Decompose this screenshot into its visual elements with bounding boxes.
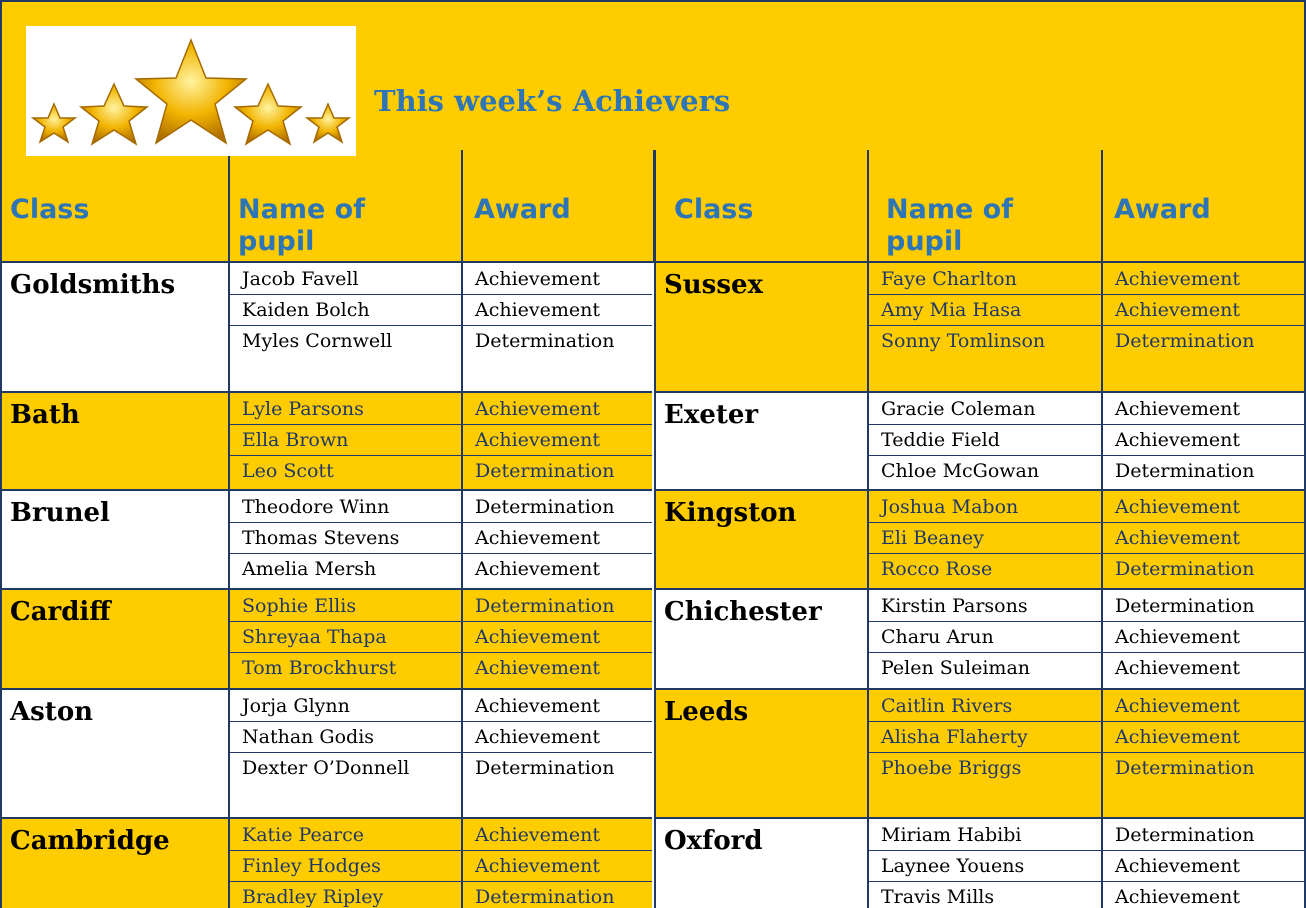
row-separator (868, 325, 1306, 326)
row-separator (868, 881, 1306, 882)
row-separator (868, 455, 1306, 456)
award-value: Achievement (1115, 695, 1241, 717)
pupil-name: Travis Mills (881, 886, 995, 908)
award-value: Determination (1115, 595, 1255, 617)
row-separator (868, 424, 1306, 425)
award-value: Achievement (475, 268, 601, 290)
award-value: Determination (1115, 558, 1255, 580)
pupil-name: Caitlin Rivers (881, 695, 1013, 717)
pupil-name: Bradley Ripley (242, 886, 384, 908)
pupil-name: Myles Cornwell (242, 330, 393, 352)
award-value: Achievement (475, 855, 601, 877)
row-separator (229, 325, 652, 326)
header-divider (653, 150, 655, 262)
column-divider (228, 150, 230, 908)
award-value: Determination (475, 757, 615, 779)
award-value: Achievement (475, 398, 601, 420)
pupil-name: Rocco Rose (881, 558, 993, 580)
left-award-header: Award (474, 194, 571, 225)
header-bottom-border (2, 261, 1306, 263)
award-value: Achievement (475, 824, 601, 846)
row-separator (868, 522, 1306, 523)
award-value: Determination (1115, 460, 1255, 482)
class-name: Leeds (664, 697, 749, 727)
right-award-header: Award (1114, 194, 1211, 225)
class-name: Kingston (664, 498, 797, 528)
pupil-name: Jacob Favell (242, 268, 359, 290)
pupil-name: Gracie Coleman (881, 398, 1036, 420)
row-separator (229, 752, 652, 753)
column-divider (654, 150, 656, 908)
pupil-name: Ella Brown (242, 429, 349, 451)
award-value: Achievement (1115, 398, 1241, 420)
row-separator (229, 652, 652, 653)
left-name-header: Name of pupil (238, 194, 365, 257)
row-separator (229, 881, 652, 882)
pupil-name: Amy Mia Hasa (881, 299, 1022, 321)
pupil-name: Shreyaa Thapa (242, 626, 387, 648)
class-name: Sussex (664, 270, 763, 300)
class-name: Exeter (664, 400, 759, 430)
group-border (656, 817, 1306, 819)
row-separator (868, 621, 1306, 622)
row-separator (229, 553, 652, 554)
pupil-name: Sonny Tomlinson (881, 330, 1046, 352)
row-separator (229, 294, 652, 295)
award-value: Achievement (1115, 268, 1241, 290)
pupil-name: Teddie Field (881, 429, 1000, 451)
class-name: Aston (10, 697, 94, 727)
right-name-header: Name of pupil (886, 194, 1013, 257)
page-title: This week’s Achievers (374, 84, 731, 118)
award-value: Achievement (475, 726, 601, 748)
group-border (2, 391, 652, 393)
pupil-name: Laynee Youens (881, 855, 1025, 877)
award-value: Achievement (475, 299, 601, 321)
award-value: Achievement (1115, 429, 1241, 451)
column-divider (461, 150, 463, 908)
pupil-name: Tom Brockhurst (242, 657, 397, 679)
pupil-name: Finley Hodges (242, 855, 381, 877)
header-divider (228, 150, 230, 262)
pupil-name: Kaiden Bolch (242, 299, 370, 321)
award-value: Achievement (475, 558, 601, 580)
award-value: Determination (1115, 330, 1255, 352)
row-separator (868, 652, 1306, 653)
group-border (2, 489, 652, 491)
pupil-name: Faye Charlton (881, 268, 1017, 290)
class-name: Chichester (664, 597, 822, 627)
row-separator (229, 455, 652, 456)
pupil-name: Theodore Winn (242, 496, 390, 518)
row-separator (229, 424, 652, 425)
award-value: Achievement (475, 429, 601, 451)
row-separator (229, 721, 652, 722)
award-value: Determination (1115, 757, 1255, 779)
pupil-name: Jorja Glynn (242, 695, 350, 717)
award-value: Achievement (1115, 855, 1241, 877)
group-border (2, 817, 652, 819)
award-value: Achievement (1115, 496, 1241, 518)
award-value: Achievement (1115, 726, 1241, 748)
pupil-name: Katie Pearce (242, 824, 364, 846)
award-value: Achievement (475, 657, 601, 679)
pupil-name: Joshua Mabon (881, 496, 1019, 518)
award-value: Achievement (1115, 626, 1241, 648)
pupil-name: Chloe McGowan (881, 460, 1040, 482)
row-separator (868, 721, 1306, 722)
class-name: Cambridge (10, 826, 170, 856)
column-divider (1101, 150, 1103, 908)
title-banner (2, 2, 1306, 152)
class-name: Bath (10, 400, 80, 430)
pupil-name: Charu Arun (881, 626, 994, 648)
pupil-name: Pelen Suleiman (881, 657, 1031, 679)
row-separator (229, 522, 652, 523)
class-name: Oxford (664, 826, 763, 856)
award-value: Achievement (1115, 657, 1241, 679)
group-border (656, 588, 1306, 590)
class-name: Brunel (10, 498, 110, 528)
award-value: Determination (475, 595, 615, 617)
group-border (2, 588, 652, 590)
group-border (656, 391, 1306, 393)
pupil-name: Eli Beaney (881, 527, 984, 549)
gold-stars-icon (26, 26, 356, 156)
class-name: Cardiff (10, 597, 111, 627)
row-separator (229, 621, 652, 622)
pupil-name: Lyle Parsons (242, 398, 364, 420)
header-divider (461, 150, 463, 262)
right-class-header: Class (674, 194, 754, 225)
pupil-name: Kirstin Parsons (881, 595, 1028, 617)
award-value: Achievement (475, 626, 601, 648)
award-value: Determination (1115, 824, 1255, 846)
award-value: Achievement (1115, 886, 1241, 908)
header-divider (1101, 150, 1103, 262)
row-separator (868, 294, 1306, 295)
award-value: Determination (475, 330, 615, 352)
award-value: Achievement (475, 695, 601, 717)
pupil-name: Alisha Flaherty (881, 726, 1028, 748)
pupil-name: Amelia Mersh (242, 558, 377, 580)
group-border (2, 688, 652, 690)
header-divider (867, 150, 869, 262)
pupil-name: Leo Scott (242, 460, 334, 482)
pupil-name: Miriam Habibi (881, 824, 1022, 846)
column-divider (867, 150, 869, 908)
group-border (656, 688, 1306, 690)
left-class-header: Class (10, 194, 90, 225)
award-value: Achievement (475, 527, 601, 549)
row-separator (868, 553, 1306, 554)
pupil-name: Dexter O’Donnell (242, 757, 410, 779)
award-value: Achievement (1115, 527, 1241, 549)
group-border (656, 489, 1306, 491)
pupil-name: Sophie Ellis (242, 595, 357, 617)
award-value: Determination (475, 460, 615, 482)
pupil-name: Phoebe Briggs (881, 757, 1022, 779)
pupil-name: Thomas Stevens (242, 527, 400, 549)
pupil-name: Nathan Godis (242, 726, 375, 748)
row-separator (868, 752, 1306, 753)
award-value: Determination (475, 496, 615, 518)
row-separator (868, 850, 1306, 851)
row-separator (229, 850, 652, 851)
class-name: Goldsmiths (10, 270, 176, 300)
award-value: Determination (475, 886, 615, 908)
award-value: Achievement (1115, 299, 1241, 321)
